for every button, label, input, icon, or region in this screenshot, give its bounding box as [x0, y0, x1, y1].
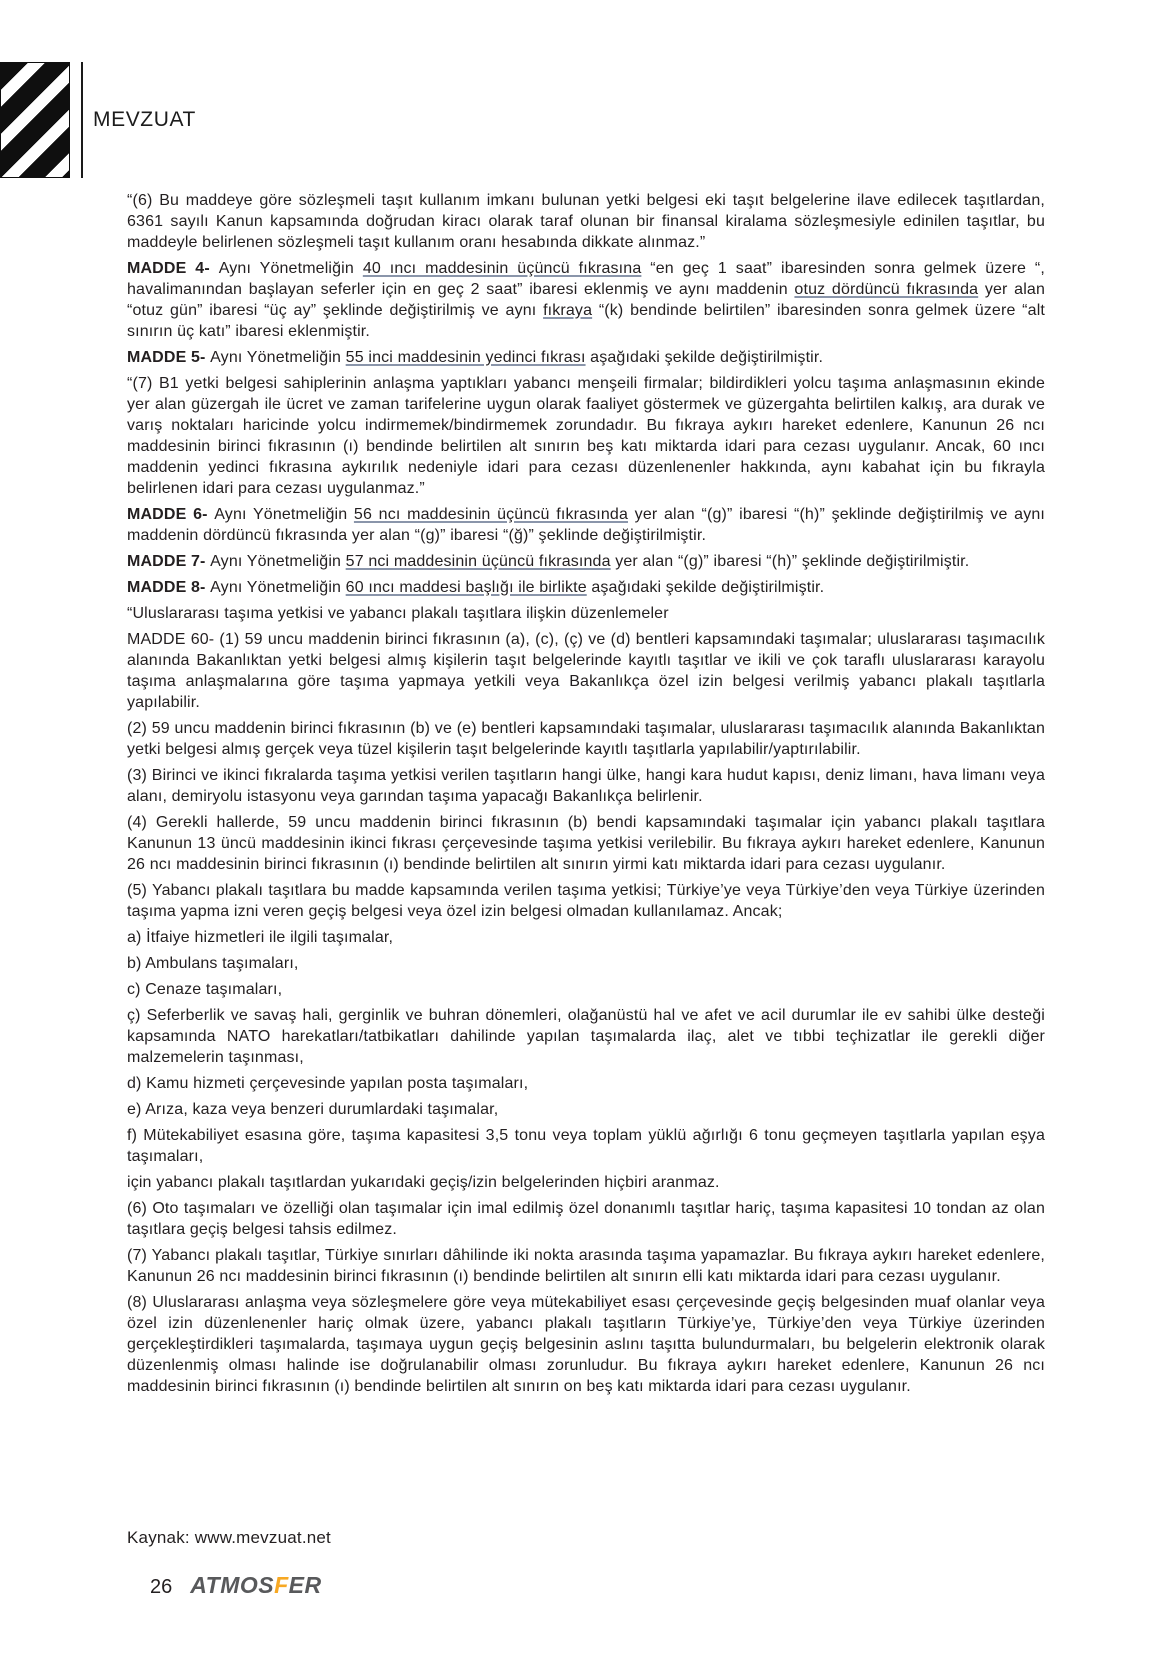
text-run: (3) Birinci ve ikinci fıkralarda taşıma yetkisi verilen taşıtların hangi ülke, hangi kara hudut kapısı, deniz limanı, hava limanı veya alanı, demiryolu istasyonu veya garından taşıma yapacağı Bakanlıkça belirlenir.	[127, 767, 1045, 805]
text-run: (5) Yabancı plakalı taşıtlara bu madde kapsamında verilen taşıma yetkisi; Türkiye’ye veya Türkiye’den veya Türkiye üzerinden taşıma yapma izni veren geçiş belgesi veya özel izin belgesi olmadan kullanılamaz. Ancak;	[127, 882, 1045, 920]
underlined-reference: fıkraya	[543, 302, 593, 319]
page-number: 26	[150, 1576, 173, 1598]
paragraph	[127, 812, 1045, 875]
paragraph	[127, 603, 1045, 624]
source-line: Kaynak: www.mevzuat.net	[127, 1528, 331, 1547]
paragraph	[127, 629, 1045, 713]
article-label: MADDE 5-	[127, 349, 211, 366]
paragraph	[127, 927, 1045, 948]
paragraph	[127, 718, 1045, 760]
section-title: MEVZUAT	[93, 108, 196, 131]
article-label: MADDE 4-	[127, 260, 219, 277]
paragraph	[127, 504, 1045, 546]
text-run: “(7) B1 yetki belgesi sahiplerinin anlaşma yaptıkları yabancı menşeili firmalar; bildirdikleri yolcu taşıma anlaşmasının ekinde yer alan güzergah ile ücret ve zaman tarifelerine uygun olarak faaliyet göstermek ve güzergahta belirtilen kalkış, ara durak ve varış noktaları haricinde yolcu indirmemek/bindirmemek zorundadır. Bu fıkraya aykırı hareket edenlere, Kanunun 26 ncı maddesinin birinci fıkrasının (ı) bendinde belirtilen alt sınırın beş katı miktarda idari para cezası uygulanır. Ancak, 60 ıncı maddenin yedinci fıkrasına aykırılık nedeniyle idari para cezası düzenlenenler hakkında, aynı kabahat için bu fıkrayla belirlenen idari para cezası uygulanmaz.”	[127, 375, 1045, 497]
text-run: Aynı Yönetmeliğin	[214, 506, 354, 523]
header-divider	[81, 62, 83, 178]
article-body	[127, 190, 1045, 1402]
underlined-reference: 40 ıncı maddesinin üçüncü fıkrasına	[362, 260, 642, 277]
text-run: e) Arıza, kaza veya benzeri durumlardaki taşımalar,	[127, 1101, 499, 1118]
text-run: yer alan “(g)” ibaresi “(h)” şeklinde değiştirilmiş ve aynı maddenin dördüncü fıkrasında yer alan “(g)” ibaresi “(ğ)” şeklinde değiştirilmiştir.	[127, 506, 1046, 544]
text-run: b) Ambulans taşımaları,	[127, 955, 299, 972]
paragraph	[127, 1073, 1045, 1094]
paragraph	[127, 1172, 1045, 1193]
underlined-reference: 60 ıncı maddesi başlığı ile birlikte	[345, 579, 587, 596]
brand-part-accent: F	[274, 1572, 289, 1598]
text-run: a) İtfaiye hizmetleri ile ilgili taşımalar,	[127, 929, 394, 946]
article-label: MADDE 6-	[127, 506, 215, 523]
paragraph	[127, 1292, 1045, 1397]
text-run: c) Cenaze taşımaları,	[127, 981, 283, 998]
paragraph	[127, 577, 1045, 598]
text-run: Aynı Yönetmeliğin	[210, 349, 346, 366]
text-run: MADDE 60- (1) 59 uncu maddenin birinci fıkrasının (a), (c), (ç) ve (d) bentleri kapsamındaki taşımalar; uluslararası taşımacılık alanında Bakanlıktan yetki belgesi almış kişilerin taşıt belgelerinde kayıtlı taşıtlar ve ikili ve çok taraflı uluslararası karayolu taşıma anlaşmalarına göre taşıma yapmaya yetkili veya Bakanlıkça özel izin belgesi verilmiş yabancı plakalı taşıtlarla yapılabilir.	[127, 631, 1045, 711]
text-run: d) Kamu hizmeti çerçevesinde yapılan posta taşımaları,	[127, 1075, 529, 1092]
underlined-reference: otuz dördüncü fıkrasında	[794, 281, 979, 298]
paragraph	[127, 953, 1045, 974]
paragraph	[127, 765, 1045, 807]
paragraph	[127, 1005, 1045, 1068]
article-label: MADDE 7-	[127, 553, 211, 570]
text-run: için yabancı plakalı taşıtlardan yukarıdaki geçiş/izin belgelerinden hiçbiri aranmaz.	[127, 1174, 720, 1191]
text-run: (4) Gerekli hallerde, 59 uncu maddenin birinci fıkrasının (b) bendi kapsamındaki taşımalar için yabancı plakalı taşıtlara Kanunun 13 üncü maddesinin ikinci fıkrası çerçevesinde taşıma yetkisi verilebilir. Bu fıkraya aykırı hareket edenlere, Kanunun 26 ncı maddesinin birinci fıkrasının (ı) bendinde belirtilen alt sınırın yirmi katı miktarda idari para cezası uygulanır.	[127, 814, 1045, 873]
paragraph	[127, 880, 1045, 922]
text-run: (7) Yabancı plakalı taşıtlar, Türkiye sınırları dâhilinde iki nokta arasında taşıma yapamazlar. Bu fıkraya aykırı hareket edenlere, Kanunun 26 ncı maddesinin birinci fıkrasının (ı) bendinde belirtilen alt sınırın elli katı miktarda idari para cezası uygulanır.	[127, 1247, 1045, 1285]
text-run: Aynı Yönetmeliğin	[218, 260, 363, 277]
paragraph	[127, 190, 1045, 253]
text-run: aşağıdaki şekilde değiştirilmiştir.	[586, 579, 825, 596]
text-run: “(k) bendinde belirtilen” ibaresinden sonra gelmek üzere “alt sınırın üç katı” ibaresi eklenmiştir.	[127, 302, 1045, 340]
paragraph	[127, 1099, 1045, 1120]
text-run: “(6) Bu maddeye göre sözleşmeli taşıt kullanım imkanı bulunan yetki belgesi eki taşıt belgelerine ilave edilecek taşıtlardan, 6361 sayılı Kanun kapsamında doğrudan kiracı olarak taraf olunan bir finansal kiralama sözleşmesiyle edinilen taşıtlar, bu maddeyle belirlenen sözleşmeli taşıt kullanım oranı hesabında dikkate alınmaz.”	[127, 192, 1045, 251]
brand-part-gray-start: ATMOS	[190, 1572, 275, 1598]
text-run: Aynı Yönetmeliğin	[210, 579, 346, 596]
text-run: (2) 59 uncu maddenin birinci fıkrasının (b) ve (e) bentleri kapsamındaki taşımalar, uluslararası taşımacılık alanında Bakanlıktan yetki belgesi almış gerçek veya tüzel kişilerin taşıt belgelerinde kayıtlı taşıtlarla yapılabilir/yaptırılabilir.	[127, 720, 1045, 758]
paragraph	[127, 347, 1045, 368]
brand-part-gray-end: ER	[288, 1572, 322, 1598]
text-run: ç) Seferberlik ve savaş hali, gerginlik ve buhran dönemleri, olağanüstü hal ve afet ve acil durumlar ile ev sahibi ülke desteği kapsamında NATO harekatları/tatbikatları dahilinde yapılan taşımalarda ilaç, alet ve tıbbi teçhizatlar ile gerekli diğer malzemelerin taşınması,	[127, 1007, 1045, 1066]
brand-logo	[190, 1572, 321, 1599]
underlined-reference: 57 nci maddesinin üçüncü fıkrasında	[345, 553, 611, 570]
text-run: f) Mütekabiliyet esasına göre, taşıma kapasitesi 3,5 tonu veya toplam yüklü ağırlığı 6 tonu geçmeyen taşıtlarla yapılan eşya taşımaları,	[127, 1127, 1045, 1165]
paragraph	[127, 979, 1045, 1000]
text-run: (6) Oto taşımaları ve özelliği olan taşımalar için imal edilmiş özel donanımlı taşıtlar hariç, taşıma kapasitesi 10 tondan az olan taşıtlara geçiş belgesi tahsis edilmez.	[127, 1200, 1045, 1238]
text-run: yer alan “(g)” ibaresi “(h)” şeklinde değiştirilmiştir.	[610, 553, 970, 570]
text-run: “en geç 1 saat” ibaresinden sonra gelmek üzere “, havalimanından başlayan seferler için en geç 2 saat” ibaresi eklenmiş ve aynı maddenin	[127, 260, 1046, 298]
page-footer	[150, 1572, 322, 1599]
underlined-reference: 56 ncı maddesinin üçüncü fıkrasında	[353, 506, 629, 523]
paragraph	[127, 258, 1045, 342]
text-run: (8) Uluslararası anlaşma veya sözleşmelere göre veya mütekabiliyet esası çerçevesinde geçiş belgesinden muaf olanlar veya özel izin düzenlenenler hariç olmak üzere, yabancı plakalı taşıtların Türkiye’ye, Türkiye’den veya Türkiye üzerinden gerçekleştirdikleri taşımalarda, taşımaya uygun geçiş belgesinin aslını taşıtta bulundurmaları, bu belgelerin elektronik olarak düzenlenmiş olması halinde ise doğrulanabilir olması zorunludur. Bu fıkraya aykırı hareket edenlere, Kanunun 26 ncı maddesinin birinci fıkrasının (ı) bendinde belirtilen alt sınırın on beş katı miktarda idari para cezası uygulanır.	[127, 1294, 1045, 1395]
text-run: aşağıdaki şekilde değiştirilmiştir.	[585, 349, 824, 366]
text-run: “Uluslararası taşıma yetkisi ve yabancı plakalı taşıtlara ilişkin düzenlemeler	[127, 605, 669, 622]
text-run: Aynı Yönetmeliğin	[210, 553, 346, 570]
diagonal-stripes-icon	[0, 62, 70, 178]
paragraph	[127, 551, 1045, 572]
paragraph	[127, 1198, 1045, 1240]
article-label: MADDE 8-	[127, 579, 211, 596]
paragraph	[127, 1245, 1045, 1287]
underlined-reference: 55 inci maddesinin yedinci fıkrası	[345, 349, 586, 366]
paragraph	[127, 373, 1045, 499]
paragraph	[127, 1125, 1045, 1167]
text-run: yer alan “otuz gün” ibaresi “üç ay” şeklinde değiştirilmiş ve aynı	[127, 281, 1045, 319]
